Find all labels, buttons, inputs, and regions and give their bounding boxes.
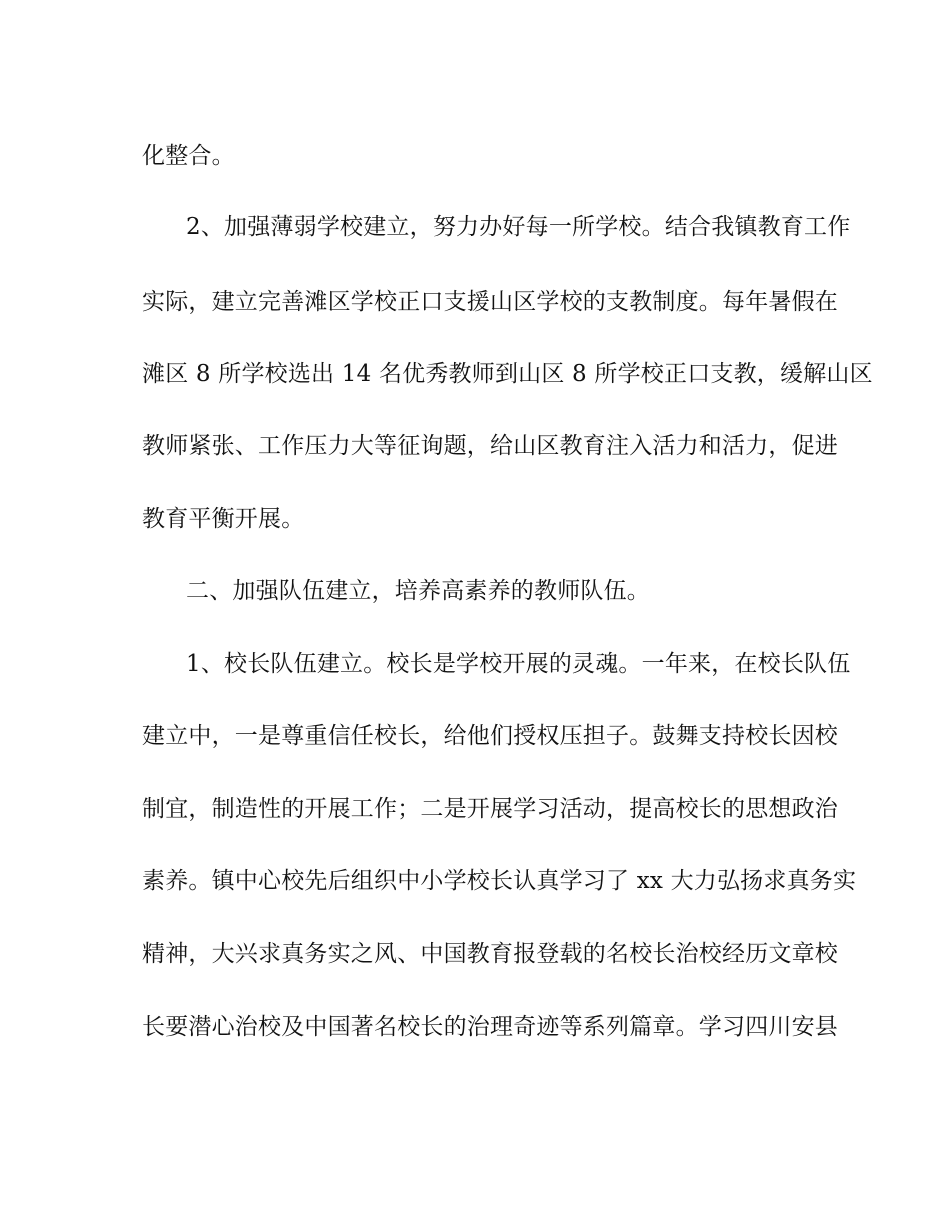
text-line-9: 建立中，一是尊重信任校长，给他们授权压担子。鼓舞支持校长因校 xyxy=(142,723,838,749)
text-line-4: 滩区 8 所学校选出 14 名优秀教师到山区 8 所学校正口支教，缓解山区 xyxy=(142,361,873,387)
text-line-12: 精神，大兴求真务实之风、中国教育报登载的名校长治校经历文章校 xyxy=(142,941,838,967)
text-line-7: 二、加强队伍建立，培养高素养的教师队伍。 xyxy=(186,578,650,604)
text-line-3: 实际，建立完善滩区学校正口支援山区学校的支教制度。每年暑假在 xyxy=(142,289,838,315)
text-line-2: 2、加强薄弱学校建立，努力办好每一所学校。结合我镇教育工作 xyxy=(186,214,851,240)
text-line-6: 教育平衡开展。 xyxy=(142,506,305,532)
text-line-5: 教师紧张、工作压力大等征询题，给山区教育注入活力和活力，促进 xyxy=(142,433,838,459)
text-line-8: 1、校长队伍建立。校长是学校开展的灵魂。一年来，在校长队伍 xyxy=(186,651,851,677)
text-line-1: 化整合。 xyxy=(142,143,235,169)
text-line-13: 长要潜心治校及中国著名校长的治理奇迹等系列篇章。学习四川安县 xyxy=(142,1014,838,1040)
text-line-10: 制宜，制造性的开展工作；二是开展学习活动，提高校长的思想政治 xyxy=(142,796,838,822)
text-line-11: 素养。镇中心校先后组织中小学校长认真学习了 xx 大力弘扬求真务实 xyxy=(142,868,857,894)
